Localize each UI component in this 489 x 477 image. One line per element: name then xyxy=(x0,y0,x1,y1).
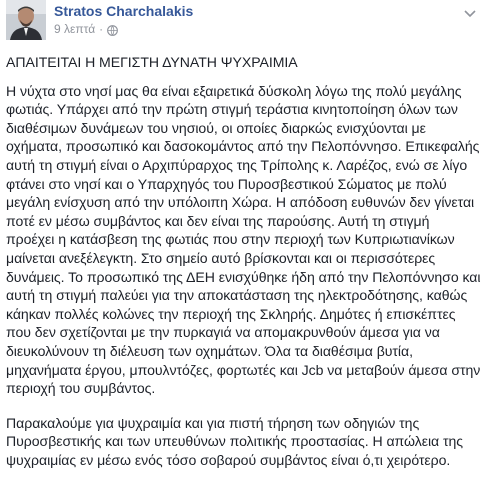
post-body xyxy=(6,53,481,469)
post-paragraph-1: Η νύχτα στο νησί μας θα είναι εξαιρετικά δύσκολη λόγω της πολύ μεγάλης φωτιάς. Υπάρχει από την πρώτη στιγμή τεράστια κινητοποίηση όλων των διαθέσιμων δυνάμεων του νησιού, οι οποίες διαρκώς ενισχύονται με οχήματα, προσωπικό και δασοκομάντος από την Πελοπόννησο. Επικεφαλής αυτή τη στιγμή είναι ο Αρχιπύραρχος της Τρίπολης κ. Λαρέζος, ενώ σε λίγο φτάνει στο νησί και ο Υπαρχηγός του Πυροσβεστικού Σώματος με πολύ μεγάλη ενίσχυση από την υπόλοιπη Χώρα. Η απόδοση ευθυνών δεν γίνεται ποτέ εν μέσω συμβάντος και δεν είναι της παρούσης. Αυτή τη στιγμή προέχει η κατάσβεση της φωτιάς που στην περιοχή των Κυπριωτιανίκων μαίνεται ανεξέλεγκτη. Στο σημείο αυτό βρίσκονται και οι περισσότερες δυνάμεις. Το προσωπικό της ΔΕΗ ενισχύθηκε ήδη από την Πελοπόννησο και αυτή τη στιγμή παλεύει για την αποκατάσταση της ηλεκτροδότησης, καθώς κάηκαν πολλές κολώνες την περιοχή της Σκληρής. Δημότες ή επισκέπτες που δεν σχετίζονται με την πυρκαγιά να απομακρυνθούν άμεσα για να διευκολύνουν τη διέλευση των οχημάτων. Όλα τα διαθέσιμα βυτία, μηχανήματα έργου, μπουλντόζες, φορτωτές και Jcb να μεταβούν άμεσα στην περιοχή του συμβάντος. xyxy=(6,82,481,397)
post-headline: ΑΠΑΙΤΕΙΤΑΙ Η ΜΕΓΙΣΤΗ ΔΥΝΑΤΗ ΨΥΧΡΑΙΜΙΑ xyxy=(6,54,298,70)
post-header xyxy=(6,0,481,50)
meta-separator: · xyxy=(99,22,104,36)
chevron-down-icon[interactable] xyxy=(463,6,477,16)
avatar[interactable] xyxy=(6,0,46,40)
globe-icon[interactable] xyxy=(107,24,118,35)
post-paragraph-2: Παρακαλούμε για ψυχραιμία και για πιστή τήρηση των οδηγιών της Πυροσβεστικής και των υπευθύνων πολιτικής προστασίας. Η απώλεια της ψυχραιμίας εν μέσω ενός τόσο σοβαρού συμβάντος είναι ό,τι χειρότερο. xyxy=(6,414,464,468)
author-name[interactable]: Stratos Charchalakis xyxy=(54,3,194,19)
post-timestamp[interactable]: 9 λεπτά xyxy=(54,22,96,36)
post-subline xyxy=(54,21,193,37)
post-meta xyxy=(54,0,193,37)
avatar-portrait xyxy=(6,0,46,40)
